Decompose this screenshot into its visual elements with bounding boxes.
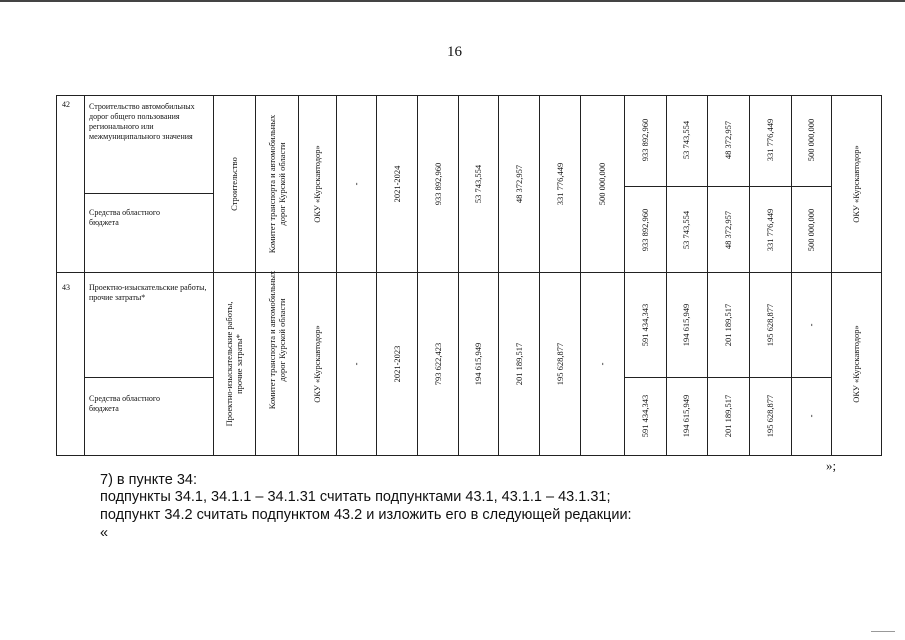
row-source: Средства областного бюджета (89, 394, 160, 413)
row-year2: 48 372,957 (514, 164, 524, 204)
paragraph-line: « (100, 525, 109, 541)
row-total: 793 622,423 (433, 342, 443, 386)
col-line (376, 95, 377, 456)
row-bottom-val: 53 743,554 (681, 210, 691, 250)
row-year4: 500 000,000 (597, 162, 607, 206)
row-source: Средства областного бюджета (89, 208, 160, 227)
row-top-val: 591 434,343 (640, 303, 650, 347)
col-line (84, 95, 85, 456)
table-bottom-line (56, 455, 882, 456)
col-line (881, 95, 882, 456)
row-top-val: 331 776,449 (765, 118, 775, 162)
row-agency: Комитет транспорта и автомобильных дорог Курской области (267, 270, 287, 410)
row-top-val: 194 615,949 (681, 303, 691, 347)
row-bottom-val: 933 892,960 (640, 208, 650, 252)
row-bottom-val: 331 776,449 (765, 208, 775, 252)
row-agency: Комитет транспорта и автомобильных дорог Курской области (267, 114, 287, 254)
row-year2: 201 189,517 (514, 342, 524, 386)
row-year3: 195 628,877 (555, 342, 565, 386)
table-top-line (56, 95, 882, 96)
col-line (213, 95, 214, 456)
row-bottom-val: 201 189,517 (723, 394, 733, 438)
col-line (624, 95, 625, 456)
row-year1: 53 743,554 (473, 164, 483, 204)
row-bottom-val: - (806, 414, 816, 418)
row-name: Строительство автомобильных дорог общего пользования регионального или межмуниципального значения (89, 102, 195, 141)
paragraph-line: 7) в пункте 34: (100, 472, 197, 488)
row-total: 933 892,960 (433, 162, 443, 206)
row-period: 2021-2023 (392, 345, 402, 383)
row-bottom-val: 500 000,000 (806, 208, 816, 252)
col-line (831, 95, 832, 456)
row-last: ОКУ «Курскавтодор» (851, 325, 861, 403)
row-dash: - (351, 182, 361, 186)
row42-sub-divider (84, 193, 213, 194)
col-line (539, 95, 540, 456)
col-line (417, 95, 418, 456)
row-name: Проектно-изыскательские работы, прочие затраты* (89, 283, 207, 302)
row-top-val: - (806, 323, 816, 327)
table-row-divider (56, 272, 882, 273)
row-bottom-val: 195 628,877 (765, 394, 775, 438)
row-year3: 331 776,449 (555, 162, 565, 206)
col-line (666, 95, 667, 456)
row-period: 2021-2024 (392, 165, 402, 203)
row-bottom-val: 591 434,343 (640, 394, 650, 438)
row43-sub-divider (84, 377, 213, 378)
col-line (580, 95, 581, 456)
col-line (749, 95, 750, 456)
row-top-val: 201 189,517 (723, 303, 733, 347)
row-number: 43 (62, 283, 70, 292)
col-line (336, 95, 337, 456)
row-year4: - (597, 362, 607, 366)
paragraph-line: подпункт 34.2 считать подпунктом 43.2 и изложить его в следующей редакции: (100, 507, 632, 523)
closing-quote: »; (826, 458, 837, 473)
row-top-val: 195 628,877 (765, 303, 775, 347)
row-executor: ОКУ «Курскавтодор» (312, 145, 322, 223)
row-number: 42 (62, 100, 70, 109)
col-line (298, 95, 299, 456)
scan-mark (871, 631, 895, 632)
row-top-val: 500 000,000 (806, 118, 816, 162)
row43-sub-divider-right (624, 377, 831, 378)
row-executor: ОКУ «Курскавтодор» (312, 325, 322, 403)
row-bottom-val: 194 615,949 (681, 394, 691, 438)
col-line (56, 95, 57, 456)
row-bottom-val: 48 372,957 (723, 210, 733, 250)
row-type: Строительство (229, 157, 239, 211)
row-last: ОКУ «Курскавтодор» (851, 145, 861, 223)
paragraph-line: подпункты 34.1, 34.1.1 – 34.1.31 считать подпунктами 43.1, 43.1.1 – 43.1.31; (100, 489, 611, 505)
row-type: Проектно-изыскательские работы, прочие затраты* (224, 301, 244, 427)
row-dash: - (351, 362, 361, 366)
col-line (498, 95, 499, 456)
row-year1: 194 615,949 (473, 342, 483, 386)
col-line (255, 95, 256, 456)
row42-sub-divider-right (624, 186, 831, 187)
row-top-val: 48 372,957 (723, 120, 733, 160)
row-top-val: 933 892,960 (640, 118, 650, 162)
row-top-val: 53 743,554 (681, 120, 691, 160)
col-line (707, 95, 708, 456)
col-line (791, 95, 792, 456)
col-line (458, 95, 459, 456)
page-number: 16 (447, 44, 462, 60)
